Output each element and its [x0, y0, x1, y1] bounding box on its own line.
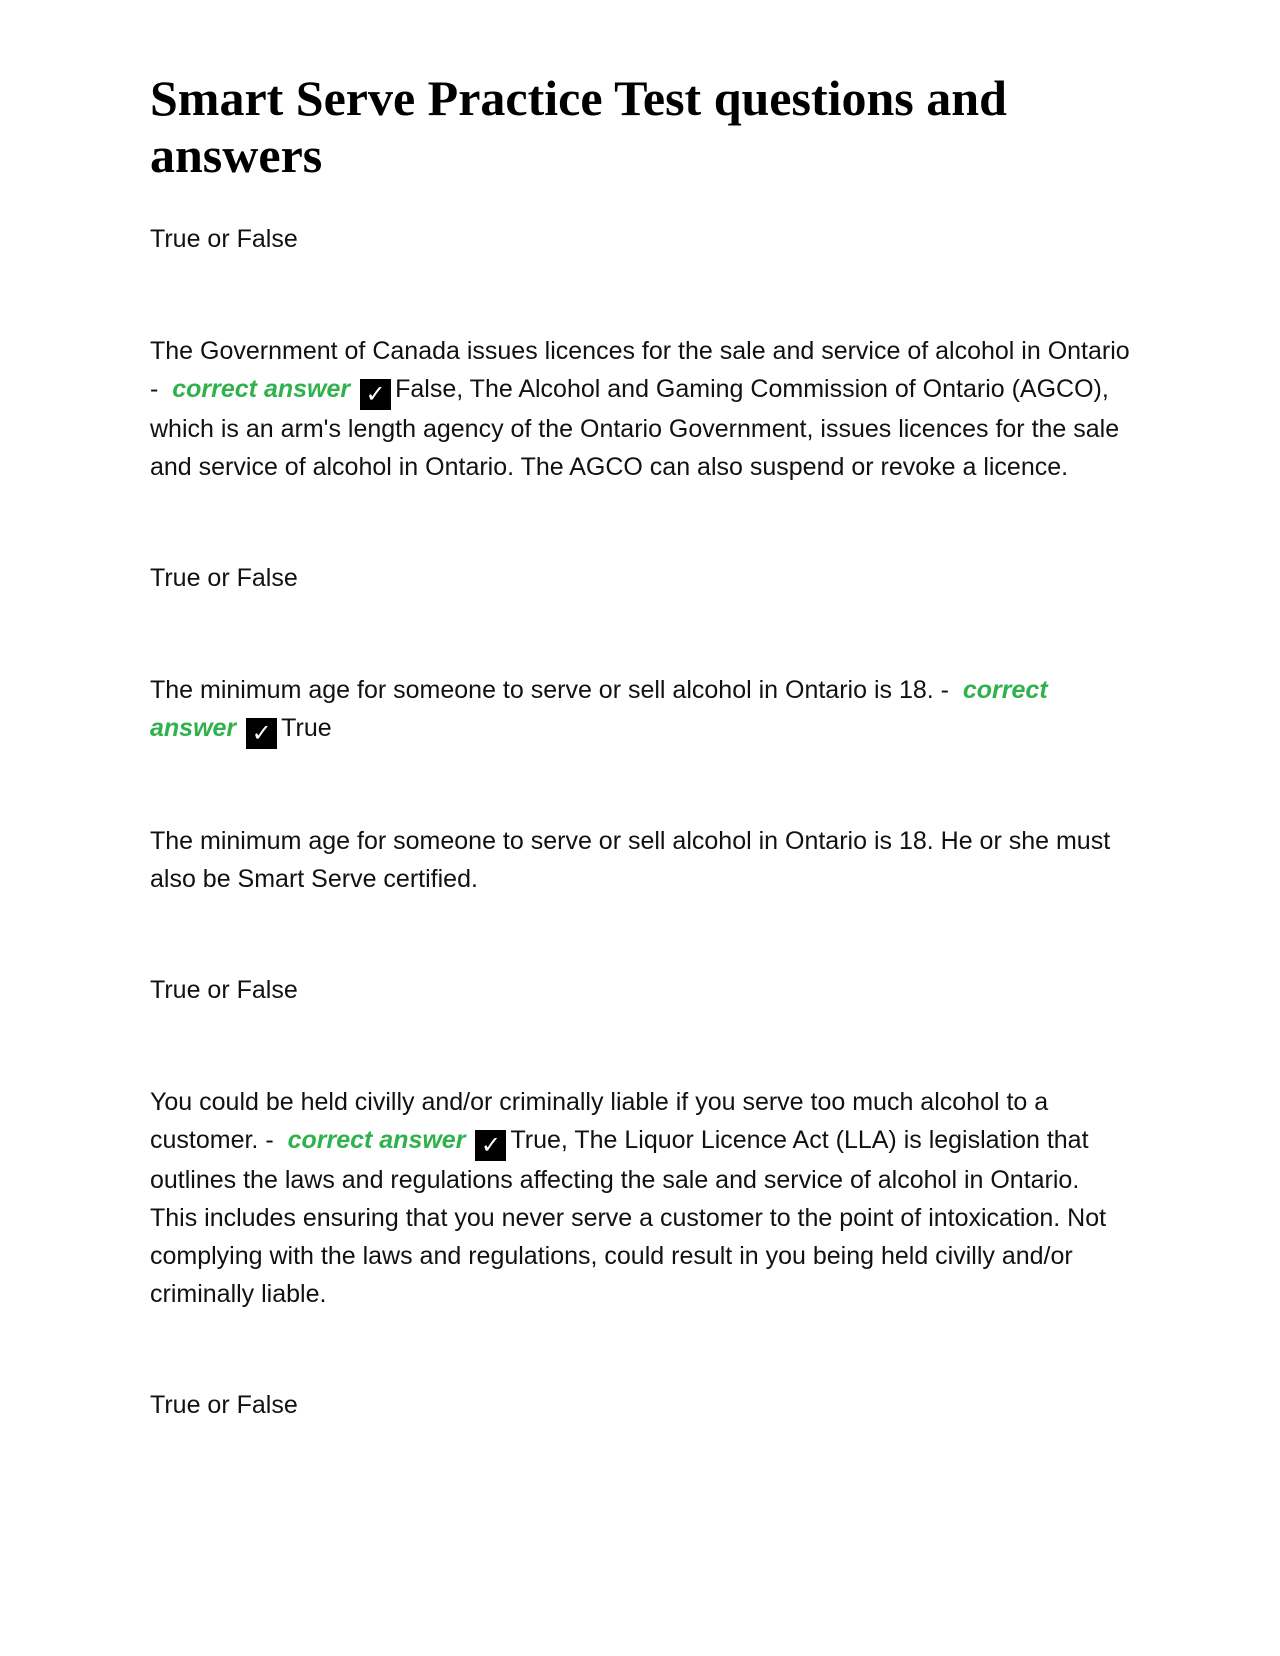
checkmark-icon: ✓ — [246, 718, 277, 749]
correct-answer-label: correct answer — [150, 676, 1048, 742]
true-or-false-label: True or False — [150, 225, 298, 253]
checkmark-icon: ✓ — [475, 1130, 506, 1161]
page-title: Smart Serve Practice Test questions and answers — [150, 70, 1007, 183]
answer-text: False, The Alcohol and Gaming Commission of Ontario (AGCO), which is an arm's length agency of the Ontario Government, issues licences for the sale and service of alcohol in Ontario. The AGCO can also suspend or revoke a licence. — [150, 375, 1120, 481]
question-text: The minimum age for someone to serve or sell alcohol in Ontario is 18. - — [150, 676, 949, 704]
answer-text: True, The Liquor Licence Act (LLA) is legislation that outlines the laws and regulations affecting the sale and service of alcohol in Ontario. This includes ensuring that you never serve a customer to the point of intoxication. Not complying with the laws and regulations, could result in you being held civilly and/or criminally liable. — [150, 1126, 1107, 1308]
question-answer-3 — [150, 1083, 1130, 1313]
document-page — [150, 70, 1130, 1424]
question-text: The Government of Canada issues licences for the sale and service of alcohol in Ontario - — [150, 337, 1130, 403]
question-answer-1 — [150, 332, 1130, 486]
true-or-false-label: True or False — [150, 976, 298, 1004]
true-or-false-label: True or False — [150, 564, 298, 592]
correct-answer-label: correct answer — [287, 1126, 466, 1154]
explanation-text: The minimum age for someone to serve or sell alcohol in Ontario is 18. He or she must also be Smart Serve certified. — [150, 827, 1111, 893]
true-or-false-label: True or False — [150, 1391, 298, 1419]
question-answer-2 — [150, 671, 1130, 749]
checkmark-icon: ✓ — [360, 379, 391, 410]
correct-answer-label: correct answer — [172, 375, 351, 403]
answer-text: True — [281, 714, 332, 742]
question-text: You could be held civilly and/or criminally liable if you serve too much alcohol to a customer. - — [150, 1088, 1049, 1154]
